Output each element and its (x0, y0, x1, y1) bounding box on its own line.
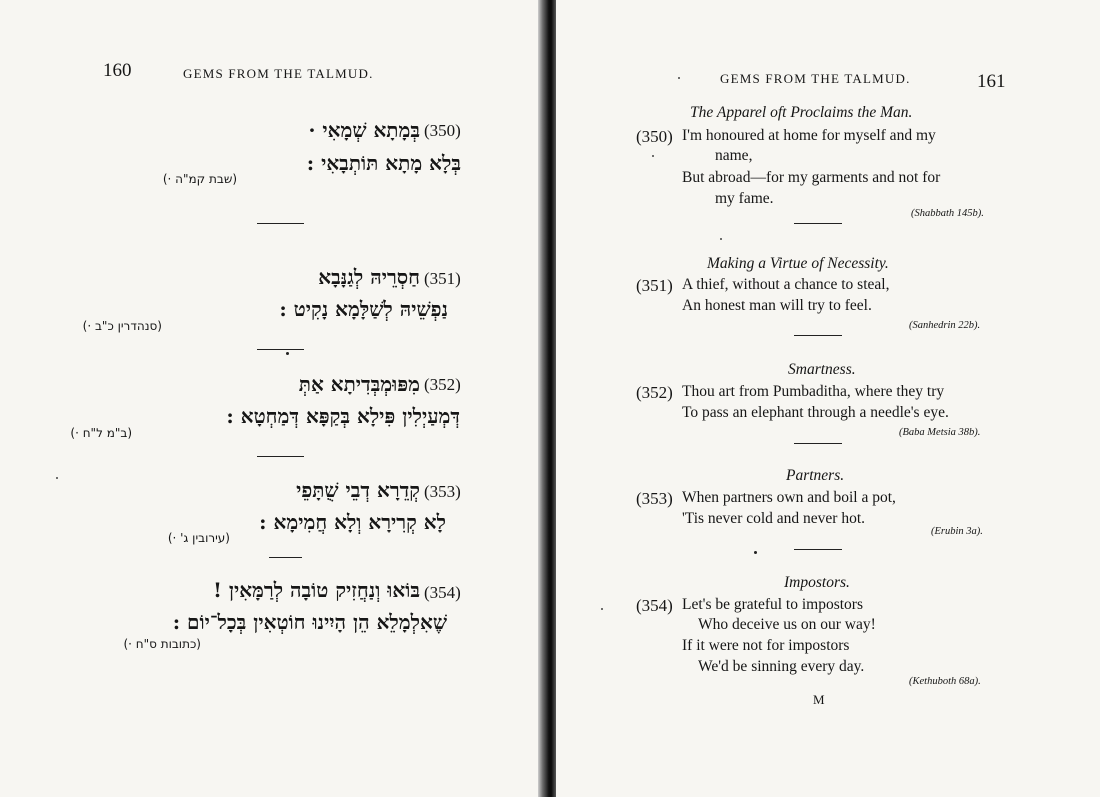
source-reference: (כתובות ס"ח ·) (123, 637, 201, 651)
signature-mark: M (813, 692, 825, 707)
entry-number: (352) (636, 383, 673, 402)
print-speck (652, 155, 654, 157)
entry-number: (353) (636, 489, 673, 508)
separator-rule (794, 549, 842, 550)
source-reference: (עירובין ג' ·) (167, 531, 230, 545)
running-head: GEMS FROM THE TALMUD. (183, 66, 374, 81)
entry-number: (350) (636, 127, 673, 146)
verse-line: When partners own and boil a pot, (682, 489, 896, 506)
entry-title: Partners. (786, 467, 845, 484)
verse-line: Who deceive us on our way! (698, 616, 876, 633)
citation: (Kethuboth 68a). (909, 676, 981, 687)
separator-rule (794, 335, 842, 336)
print-speck (286, 352, 289, 355)
entry-number: (351) (636, 276, 673, 295)
entry-number: (353) (424, 482, 461, 501)
entry-number: (354) (636, 596, 673, 615)
hebrew-line: שֶׁאִלְמָלֵא הֵן הָיִינוּ חוֹטְאִין בְּכָל־יוֹם : (172, 610, 447, 634)
entry-title: Smartness. (788, 361, 856, 378)
entry-title: The Apparel oft Proclaims the Man. (690, 104, 913, 121)
citation: (Sanhedrin 22b). (909, 320, 981, 331)
print-speck (56, 477, 58, 479)
citation: (Erubin 3a). (931, 526, 983, 537)
hebrew-line: דְּמְעַיְלִין פִּילָא בְּקַפָּא דְּמַחְטָא : (226, 404, 460, 428)
hebrew-line: נַפְשֵׁיהּ לְשַׁלָּמָא נָקִיט : (279, 297, 448, 321)
citation: (Baba Metsia 38b). (899, 427, 981, 438)
print-speck (678, 77, 680, 79)
verse-line: If it were not for impostors (682, 637, 850, 654)
entry-number: (350) (424, 121, 461, 140)
separator-rule (257, 456, 304, 457)
running-head: GEMS FROM THE TALMUD. (720, 71, 911, 86)
hebrew-line: בְּלָא מָתָא תּוֹתְבָאִי : (306, 151, 461, 175)
source-reference: (שבת קמ"ה ·) (162, 172, 237, 186)
source-reference: (סנהדרין כ"ב ·) (82, 319, 162, 333)
left-page (0, 0, 544, 797)
print-speck (720, 238, 722, 240)
verse-line: Thou art from Pumbaditha, where they try (682, 383, 945, 400)
verse-line: 'Tis never cold and never hot. (682, 510, 866, 527)
verse-line: my fame. (715, 190, 774, 207)
right-page (556, 0, 1100, 797)
separator-rule (794, 443, 842, 444)
separator-rule (269, 557, 302, 558)
entry-number: (352) (424, 375, 461, 394)
hebrew-line: קְדֵרָא דְבֵי שֻׁתָּפֵי (296, 478, 420, 502)
entry-number: (354) (424, 583, 461, 602)
page-number: 160 (103, 60, 132, 81)
entry-number: (351) (424, 269, 461, 288)
hebrew-line: מִפּוּמְבְּדִיתָא אַתְּ (298, 372, 420, 396)
page-number: 161 (977, 71, 1006, 92)
verse-line: Let's be grateful to impostors (682, 596, 864, 613)
print-speck (601, 608, 603, 610)
separator-rule (257, 349, 304, 350)
verse-line: We'd be sinning every day. (698, 658, 865, 675)
verse-line: An honest man will try to feel. (682, 297, 872, 314)
hebrew-line: בּוֹאוּ וְנַחֲזִיק טוֹבָה לְרַמָּאִין ! (213, 578, 420, 602)
hebrew-line: חַסְרֵיהּ לְגַנָּבָא (318, 265, 420, 289)
print-speck (754, 551, 757, 554)
verse-line: A thief, without a chance to steal, (682, 276, 890, 293)
hebrew-line: בְּמָתָא שְׁמָאִי · (308, 118, 420, 142)
verse-line: name, (715, 147, 753, 164)
separator-rule (794, 223, 842, 224)
source-reference: (ב"מ ל"ח ·) (70, 426, 132, 440)
entry-title: Making a Virtue of Necessity. (707, 255, 889, 272)
entry-title: Impostors. (784, 574, 850, 591)
verse-line: To pass an elephant through a needle's eye. (682, 404, 949, 421)
hebrew-line: לָא קְרִירָא וְלָא חֲמִימָא : (259, 510, 446, 534)
separator-rule (257, 223, 304, 224)
citation: (Shabbath 145b). (911, 208, 984, 219)
verse-line: I'm honoured at home for myself and my (682, 127, 936, 144)
verse-line: But abroad—for my garments and not for (682, 169, 941, 186)
